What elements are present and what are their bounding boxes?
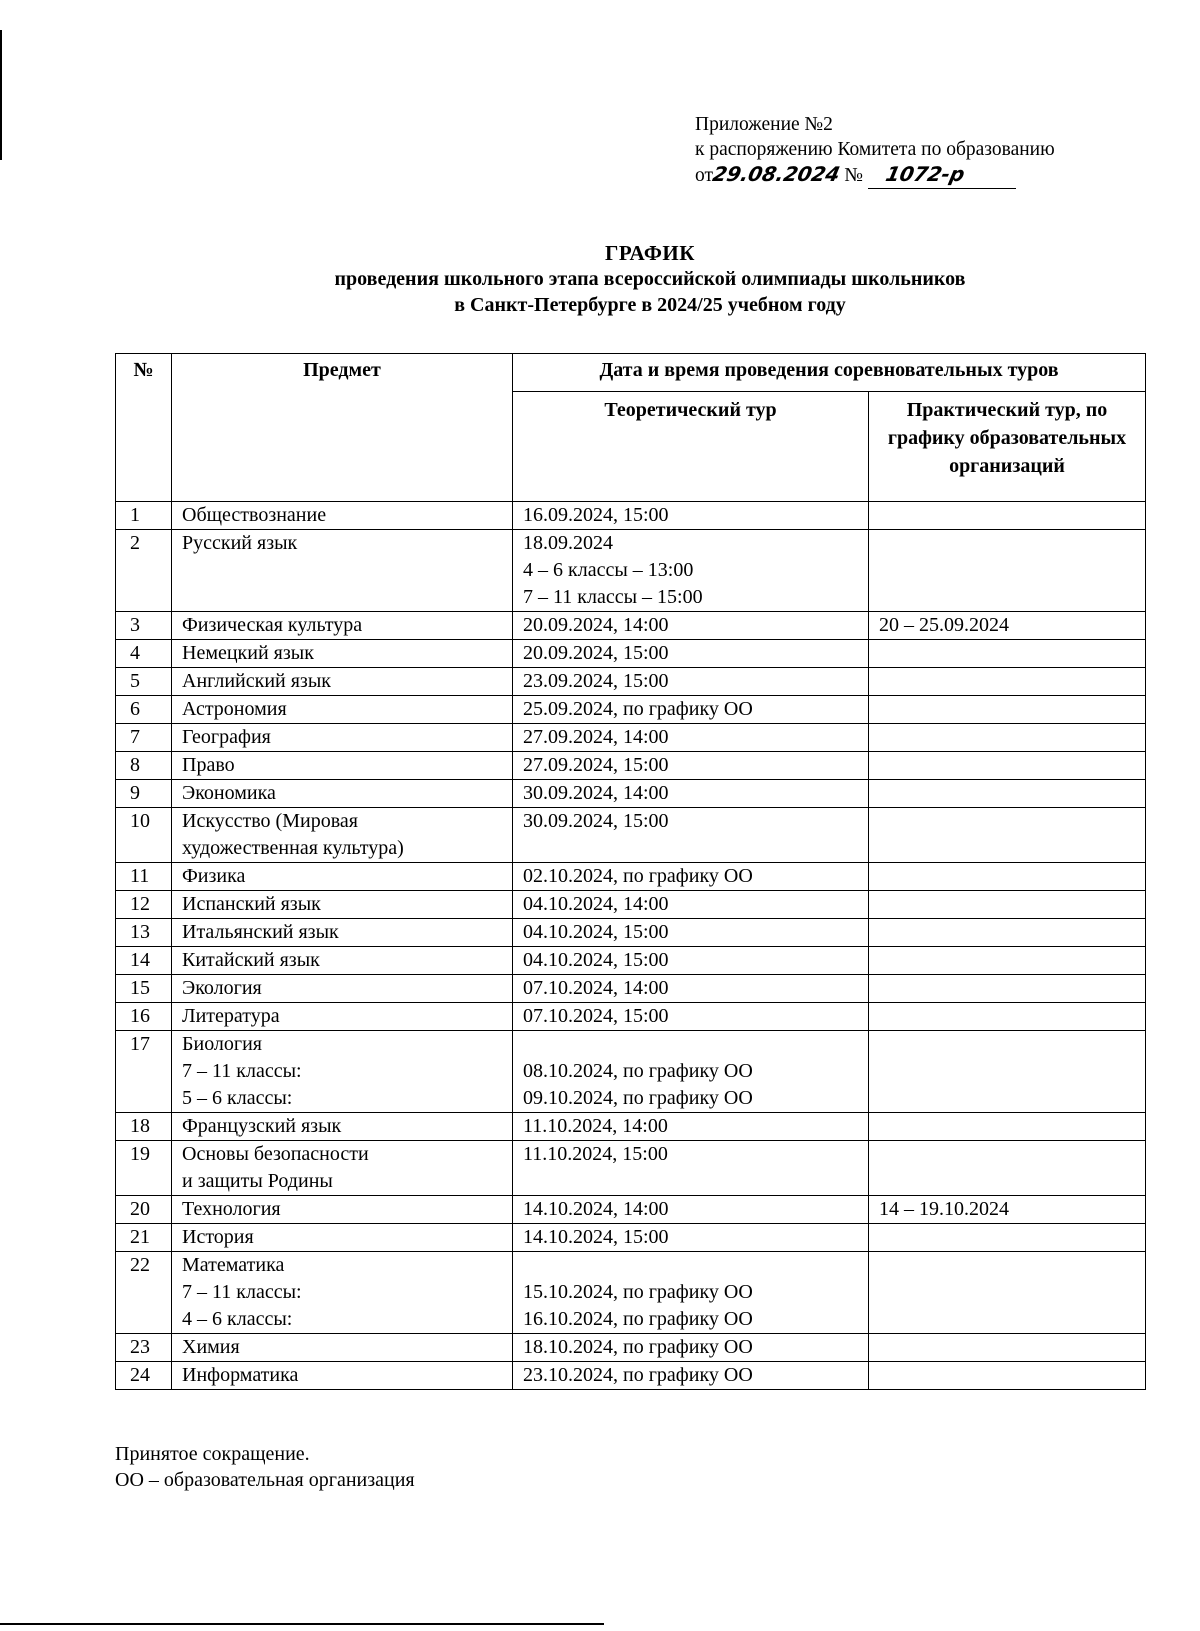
subject-cell-line: Математика: [182, 1254, 285, 1276]
appendix-subtitle: к распоряжению Комитета по образованию: [695, 139, 1055, 160]
subject-cell-line: Химия: [182, 1336, 240, 1358]
practice-date-cell: [869, 668, 1146, 696]
subject-cell: [172, 502, 513, 530]
handwritten-number: 1072-р: [883, 162, 967, 186]
theory-date-cell-line: 14.10.2024, 15:00: [523, 1226, 669, 1248]
appendix-date-line: [695, 162, 1165, 189]
subject-cell-line: Обществознание: [182, 504, 327, 526]
table-row: [116, 1362, 1146, 1390]
subject-cell-line: Технология: [182, 1198, 281, 1220]
subject-cell: [172, 919, 513, 947]
header-num: №: [116, 354, 172, 502]
row-number: 15: [116, 975, 172, 1003]
subject-cell: [172, 863, 513, 891]
theory-date-cell-line: 20.09.2024, 14:00: [523, 614, 669, 636]
practice-date-cell: [869, 1003, 1146, 1031]
row-number: 2: [116, 530, 172, 612]
table-row: [116, 808, 1146, 863]
practice-date-cell: [869, 530, 1146, 612]
row-number: 12: [116, 891, 172, 919]
practice-date-cell: [869, 640, 1146, 668]
row-number: 6: [116, 696, 172, 724]
theory-date-cell-line: 16.09.2024, 15:00: [523, 504, 669, 526]
subject-cell: [172, 640, 513, 668]
theory-date-cell: [513, 724, 869, 752]
practice-date-cell: [869, 752, 1146, 780]
subject-cell: [172, 1196, 513, 1224]
subject-cell-line: Немецкий язык: [182, 642, 314, 664]
handwritten-date: 29.08.2024: [710, 162, 843, 186]
subject-cell-line: 7 – 11 классы:: [182, 1281, 302, 1303]
practice-date-cell: 20 – 25.09.2024: [869, 612, 1146, 640]
document-number-field: [868, 162, 1016, 189]
subject-cell-line: Информатика: [182, 1364, 299, 1386]
theory-date-cell-line: 4 – 6 классы – 13:00: [523, 559, 694, 581]
theory-date-cell: [513, 780, 869, 808]
theory-date-cell: [513, 1031, 869, 1113]
row-number: 8: [116, 752, 172, 780]
subject-cell-line: и защиты Родины: [182, 1170, 333, 1192]
subject-cell: [172, 1113, 513, 1141]
theory-date-cell-line: 18.10.2024, по графику ОО: [523, 1336, 753, 1358]
theory-date-cell-line: 18.09.2024: [523, 532, 613, 554]
row-number: 1: [116, 502, 172, 530]
theory-date-cell: [513, 975, 869, 1003]
subject-cell: [172, 696, 513, 724]
subject-cell: [172, 1141, 513, 1196]
header-dates: Дата и время проведения соревновательных туров: [513, 354, 1146, 392]
subject-cell: [172, 975, 513, 1003]
theory-date-cell: [513, 1113, 869, 1141]
document-heading: [100, 240, 1200, 318]
subject-cell: [172, 724, 513, 752]
row-number: 20: [116, 1196, 172, 1224]
practice-date-cell: [869, 696, 1146, 724]
theory-date-cell: [513, 863, 869, 891]
scan-bottom-line: [0, 1623, 604, 1625]
row-number: 23: [116, 1334, 172, 1362]
appendix-title: Приложение №2: [695, 114, 833, 135]
appendix-header: [695, 112, 1165, 189]
header-subject: Предмет: [172, 354, 513, 502]
schedule-rows: [116, 502, 1146, 1390]
practice-date-cell: [869, 724, 1146, 752]
table-row: [116, 1196, 1146, 1224]
heading-line-3: в Санкт-Петербурге в 2024/25 учебном году: [454, 294, 846, 316]
subject-cell-line: 4 – 6 классы:: [182, 1308, 293, 1330]
theory-date-cell-line: 23.10.2024, по графику ОО: [523, 1364, 753, 1386]
table-row: [116, 696, 1146, 724]
theory-date-cell-line: 14.10.2024, 14:00: [523, 1198, 669, 1220]
theory-date-cell: [513, 1196, 869, 1224]
theory-date-cell-line: 07.10.2024, 15:00: [523, 1005, 669, 1027]
practice-date-cell: [869, 1362, 1146, 1390]
subject-cell-line: Биология: [182, 1033, 263, 1055]
table-row: [116, 1113, 1146, 1141]
practice-date-cell: [869, 919, 1146, 947]
theory-date-cell-line: 23.09.2024, 15:00: [523, 670, 669, 692]
theory-date-cell-line: 30.09.2024, 15:00: [523, 810, 669, 832]
subject-cell-line: География: [182, 726, 271, 748]
subject-cell: [172, 808, 513, 863]
theory-date-cell-line: [523, 1252, 868, 1279]
theory-date-cell-line: [523, 1031, 868, 1058]
row-number: 19: [116, 1141, 172, 1196]
subject-cell-line: Астрономия: [182, 698, 287, 720]
theory-date-cell-line: 08.10.2024, по графику ОО: [523, 1060, 753, 1082]
theory-date-cell: [513, 891, 869, 919]
footnotes: [115, 1441, 415, 1493]
row-number: 16: [116, 1003, 172, 1031]
theory-date-cell: [513, 752, 869, 780]
table-row: [116, 863, 1146, 891]
table-row: [116, 1031, 1146, 1113]
practice-date-cell: [869, 780, 1146, 808]
table-row: [116, 1141, 1146, 1196]
subject-cell: [172, 891, 513, 919]
subject-cell: [172, 780, 513, 808]
table-row: [116, 640, 1146, 668]
row-number: 3: [116, 612, 172, 640]
practice-date-cell: [869, 1224, 1146, 1252]
theory-date-cell: [513, 1334, 869, 1362]
row-number: 11: [116, 863, 172, 891]
subject-cell-line: Право: [182, 754, 235, 776]
practice-date-cell: [869, 947, 1146, 975]
practice-date-cell: [869, 1141, 1146, 1196]
theory-date-cell: [513, 947, 869, 975]
theory-date-cell: [513, 502, 869, 530]
subject-cell: [172, 612, 513, 640]
theory-date-cell: [513, 1141, 869, 1196]
practice-date-cell: [869, 1031, 1146, 1113]
subject-cell-line: Китайский язык: [182, 949, 320, 971]
theory-date-cell-line: 04.10.2024, 15:00: [523, 921, 669, 943]
subject-cell: [172, 668, 513, 696]
theory-date-cell-line: 27.09.2024, 14:00: [523, 726, 669, 748]
practice-date-cell: [869, 1252, 1146, 1334]
subject-cell-line: Русский язык: [182, 532, 298, 554]
subject-cell-line: Испанский язык: [182, 893, 321, 915]
subject-cell: [172, 1224, 513, 1252]
number-label: №: [844, 165, 864, 186]
theory-date-cell: [513, 808, 869, 863]
row-number: 17: [116, 1031, 172, 1113]
row-number: 24: [116, 1362, 172, 1390]
row-number: 14: [116, 947, 172, 975]
row-number: 9: [116, 780, 172, 808]
subject-cell-line: Экология: [182, 977, 262, 999]
theory-date-cell-line: 04.10.2024, 14:00: [523, 893, 669, 915]
subject-cell-line: Основы безопасности: [182, 1143, 369, 1165]
theory-date-cell: [513, 668, 869, 696]
practice-date-cell: [869, 891, 1146, 919]
subject-cell: [172, 1362, 513, 1390]
schedule-table: [115, 353, 1146, 1390]
theory-date-cell: [513, 919, 869, 947]
row-number: 22: [116, 1252, 172, 1334]
subject-cell: [172, 530, 513, 612]
scan-edge-mark: [0, 125, 2, 150]
practice-date-cell: [869, 502, 1146, 530]
table-row: [116, 530, 1146, 612]
heading-line-2: проведения школьного этапа всероссийской олимпиады школьников: [334, 268, 966, 290]
heading-title: ГРАФИК: [605, 241, 695, 265]
practice-date-cell: [869, 1113, 1146, 1141]
subject-cell-line: Итальянский язык: [182, 921, 339, 943]
row-number: 21: [116, 1224, 172, 1252]
subject-cell-line: 7 – 11 классы:: [182, 1060, 302, 1082]
footnote-abbrev-title: Принятое сокращение.: [115, 1443, 310, 1465]
header-theory: Теоретический тур: [513, 392, 869, 502]
row-number: 7: [116, 724, 172, 752]
subject-cell-line: Литература: [182, 1005, 280, 1027]
table-row: [116, 502, 1146, 530]
subject-cell-line: 5 – 6 классы:: [182, 1087, 293, 1109]
subject-cell-line: Экономика: [182, 782, 276, 804]
theory-date-cell-line: 11.10.2024, 14:00: [523, 1115, 668, 1137]
table-row: [116, 1334, 1146, 1362]
subject-cell-line: Физическая культура: [182, 614, 363, 636]
practice-date-cell: 14 – 19.10.2024: [869, 1196, 1146, 1224]
subject-cell-line: Физика: [182, 865, 246, 887]
theory-date-cell: [513, 1362, 869, 1390]
row-number: 18: [116, 1113, 172, 1141]
practice-date-cell: [869, 863, 1146, 891]
subject-cell-line: Французский язык: [182, 1115, 342, 1137]
theory-date-cell-line: 04.10.2024, 15:00: [523, 949, 669, 971]
row-number: 5: [116, 668, 172, 696]
theory-date-cell-line: 11.10.2024, 15:00: [523, 1143, 668, 1165]
table-row: [116, 752, 1146, 780]
table-row: [116, 612, 1146, 640]
header-practice: Практический тур, по графику образовательных организаций: [869, 392, 1146, 502]
theory-date-cell: [513, 696, 869, 724]
theory-date-cell-line: 15.10.2024, по графику ОО: [523, 1281, 753, 1303]
theory-date-cell: [513, 1252, 869, 1334]
from-label: от: [695, 165, 714, 186]
practice-date-cell: [869, 1334, 1146, 1362]
theory-date-cell-line: 09.10.2024, по графику ОО: [523, 1087, 753, 1109]
row-number: 10: [116, 808, 172, 863]
table-row: [116, 668, 1146, 696]
theory-date-cell-line: 02.10.2024, по графику ОО: [523, 865, 753, 887]
subject-cell-line: художественная культура): [182, 837, 404, 859]
theory-date-cell-line: 25.09.2024, по графику ОО: [523, 698, 753, 720]
table-row: [116, 1224, 1146, 1252]
theory-date-cell: [513, 640, 869, 668]
subject-cell-line: Искусство (Мировая: [182, 810, 358, 832]
table-row: [116, 724, 1146, 752]
theory-date-cell: [513, 1224, 869, 1252]
practice-date-cell: [869, 808, 1146, 863]
subject-cell: [172, 1031, 513, 1113]
subject-cell: [172, 1334, 513, 1362]
practice-date-cell: [869, 975, 1146, 1003]
table-row: [116, 919, 1146, 947]
table-row: [116, 780, 1146, 808]
theory-date-cell-line: 20.09.2024, 15:00: [523, 642, 669, 664]
theory-date-cell: [513, 612, 869, 640]
table-row: [116, 891, 1146, 919]
table-row: [116, 947, 1146, 975]
theory-date-cell-line: 27.09.2024, 15:00: [523, 754, 669, 776]
theory-date-cell: [513, 530, 869, 612]
theory-date-cell-line: 30.09.2024, 14:00: [523, 782, 669, 804]
subject-cell: [172, 1252, 513, 1334]
theory-date-cell-line: 16.10.2024, по графику ОО: [523, 1308, 753, 1330]
row-number: 4: [116, 640, 172, 668]
subject-cell: [172, 1003, 513, 1031]
theory-date-cell-line: 7 – 11 классы – 15:00: [523, 586, 703, 608]
subject-cell-line: Английский язык: [182, 670, 331, 692]
theory-date-cell: [513, 1003, 869, 1031]
subject-cell-line: История: [182, 1226, 254, 1248]
table-row: [116, 1003, 1146, 1031]
theory-date-cell-line: 07.10.2024, 14:00: [523, 977, 669, 999]
subject-cell: [172, 947, 513, 975]
subject-cell: [172, 752, 513, 780]
table-row: [116, 975, 1146, 1003]
footnote-abbrev-definition: ОО – образовательная организация: [115, 1469, 415, 1491]
table-row: [116, 1252, 1146, 1334]
row-number: 13: [116, 919, 172, 947]
